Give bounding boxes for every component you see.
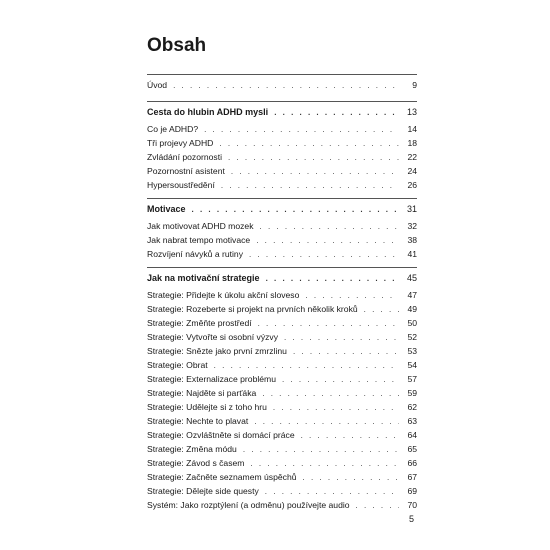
dot-leader	[258, 317, 399, 331]
toc-section-title: Motivace	[147, 204, 186, 214]
toc-entry[interactable]	[147, 122, 417, 136]
toc-entry-page: 54	[407, 360, 417, 370]
toc-entry-page: 41	[407, 249, 417, 259]
toc-entry[interactable]	[147, 302, 417, 316]
toc-section-page: 13	[406, 107, 417, 117]
toc-entry-label: Strategie: Změna módu	[147, 444, 237, 454]
dot-leader	[364, 303, 399, 317]
toc-entry-page: 24	[407, 166, 417, 176]
toc-entry-page: 22	[407, 152, 417, 162]
toc-entry-page: 65	[407, 444, 417, 454]
dot-leader	[221, 179, 399, 193]
toc-entry-label: Strategie: Dělejte side questy	[147, 486, 259, 496]
toc-entry-page: 53	[407, 346, 417, 356]
toc-section-title: Jak na motivační strategie	[147, 273, 260, 283]
toc-entry-label: Strategie: Rozeberte si projekt na prvních několik kroků	[147, 304, 358, 314]
toc-entry-label: Jak nabrat tempo motivace	[147, 235, 251, 245]
divider	[147, 267, 417, 268]
toc-sections	[147, 105, 417, 512]
toc-entry-page: 62	[407, 402, 417, 412]
page-number: 5	[409, 514, 415, 524]
toc-entry-label: Systém: Jako rozptýlení (a odměnu) používejte audio	[147, 500, 350, 510]
toc-entry-label: Strategie: Nechte to plavat	[147, 416, 249, 426]
toc-entry[interactable]	[147, 288, 417, 302]
dot-leader	[293, 345, 399, 359]
dot-leader	[254, 415, 399, 429]
dot-leader	[214, 359, 399, 373]
toc-entry[interactable]	[147, 456, 417, 470]
dot-leader	[192, 203, 399, 217]
toc-entry[interactable]	[147, 442, 417, 456]
toc-entry-label: Strategie: Vytvořte si osobní výzvy	[147, 332, 279, 342]
toc-entry[interactable]	[147, 164, 417, 178]
toc-entry[interactable]	[147, 233, 417, 247]
toc-entry-label: Strategie: Obrat	[147, 360, 208, 370]
toc-entry-label: Strategie: Začněte seznamem úspěchů	[147, 472, 297, 482]
toc-entry-page: 9	[412, 80, 417, 90]
toc-entry-label: Úvod	[147, 80, 168, 90]
toc-section-heading[interactable]	[147, 271, 417, 285]
toc-entry-label: Strategie: Externalizace problému	[147, 374, 276, 384]
toc-section-heading[interactable]	[147, 105, 417, 119]
dot-leader	[265, 485, 399, 499]
toc-entry-page: 67	[407, 472, 417, 482]
dot-leader	[249, 248, 399, 262]
toc-entry-page: 57	[407, 374, 417, 384]
dot-leader	[282, 373, 399, 387]
dot-leader	[266, 272, 399, 286]
toc-entry-page: 50	[407, 318, 417, 328]
divider	[147, 198, 417, 199]
toc-entry[interactable]	[147, 386, 417, 400]
toc-entry-page: 32	[407, 221, 417, 231]
toc-entry-page: 49	[407, 304, 417, 314]
dot-leader	[274, 106, 399, 120]
toc-entry-label: Co je ADHD?	[147, 124, 199, 134]
toc-section-page: 45	[406, 273, 417, 283]
toc-entry-label: Strategie: Změňte prostředí	[147, 318, 252, 328]
toc-entry-label: Strategie: Závod s časem	[147, 458, 245, 468]
toc-entry[interactable]	[147, 470, 417, 484]
dot-leader	[250, 457, 399, 471]
toc-entry-page: 38	[407, 235, 417, 245]
toc-entry-label: Jak motivovat ADHD mozek	[147, 221, 254, 231]
toc-entry-page: 26	[407, 180, 417, 190]
dot-leader	[204, 123, 399, 137]
toc-entry-page: 59	[407, 388, 417, 398]
toc-entry-page: 70	[407, 500, 417, 510]
toc-entry-page: 52	[407, 332, 417, 342]
toc-entry-page: 69	[407, 486, 417, 496]
toc-entry[interactable]	[147, 400, 417, 414]
toc-entry-label: Strategie: Najděte si parťáka	[147, 388, 257, 398]
toc-section-title: Cesta do hlubin ADHD mysli	[147, 107, 269, 117]
dot-leader	[303, 471, 399, 485]
toc-entry-page: 18	[407, 138, 417, 148]
toc-entry[interactable]	[147, 219, 417, 233]
toc-entry-label: Strategie: Ozvláštněte si domácí práce	[147, 430, 295, 440]
toc-entry-page: 66	[407, 458, 417, 468]
toc-entry[interactable]	[147, 330, 417, 344]
dot-leader	[219, 137, 399, 151]
toc-entry-page: 63	[407, 416, 417, 426]
toc-entry-intro[interactable]	[147, 78, 417, 92]
dot-leader	[273, 401, 399, 415]
dot-leader	[173, 79, 399, 93]
toc-entry-page: 64	[407, 430, 417, 440]
toc-section-page: 31	[406, 204, 417, 214]
toc-entry[interactable]	[147, 498, 417, 512]
toc-entry-label: Rozvíjení návyků a rutiny	[147, 249, 244, 259]
toc-entry-label: Strategie: Udělejte si z toho hru	[147, 402, 267, 412]
toc-entry-label: Tři projevy ADHD	[147, 138, 214, 148]
toc-entry[interactable]	[147, 150, 417, 164]
toc-entry-label: Pozornostní asistent	[147, 166, 225, 176]
dot-leader	[301, 429, 399, 443]
toc-entry[interactable]	[147, 136, 417, 150]
toc-entry-page: 47	[407, 290, 417, 300]
table-of-contents	[147, 74, 417, 512]
toc-entry[interactable]	[147, 414, 417, 428]
toc-entry[interactable]	[147, 178, 417, 192]
toc-entry[interactable]	[147, 428, 417, 442]
toc-entry-page: 14	[407, 124, 417, 134]
dot-leader	[356, 499, 399, 513]
toc-entry[interactable]	[147, 344, 417, 358]
divider	[147, 74, 417, 75]
dot-leader	[228, 151, 399, 165]
divider	[147, 101, 417, 102]
dot-leader	[231, 165, 399, 179]
dot-leader	[284, 331, 399, 345]
page-title: Obsah	[147, 35, 207, 56]
dot-leader	[262, 387, 399, 401]
dot-leader	[305, 289, 399, 303]
toc-entry-label: Hypersoustředění	[147, 180, 215, 190]
dot-leader	[256, 234, 399, 248]
toc-entry-label: Strategie: Snězte jako první zmrzlinu	[147, 346, 287, 356]
toc-entry-label: Zvládání pozornosti	[147, 152, 222, 162]
toc-entry[interactable]	[147, 316, 417, 330]
toc-entry[interactable]	[147, 247, 417, 261]
toc-section-heading[interactable]	[147, 202, 417, 216]
toc-entry[interactable]	[147, 372, 417, 386]
toc-entry[interactable]	[147, 484, 417, 498]
toc-entry[interactable]	[147, 358, 417, 372]
dot-leader	[260, 220, 400, 234]
dot-leader	[243, 443, 399, 457]
toc-entry-label: Strategie: Přidejte k úkolu akční sloveso	[147, 290, 300, 300]
